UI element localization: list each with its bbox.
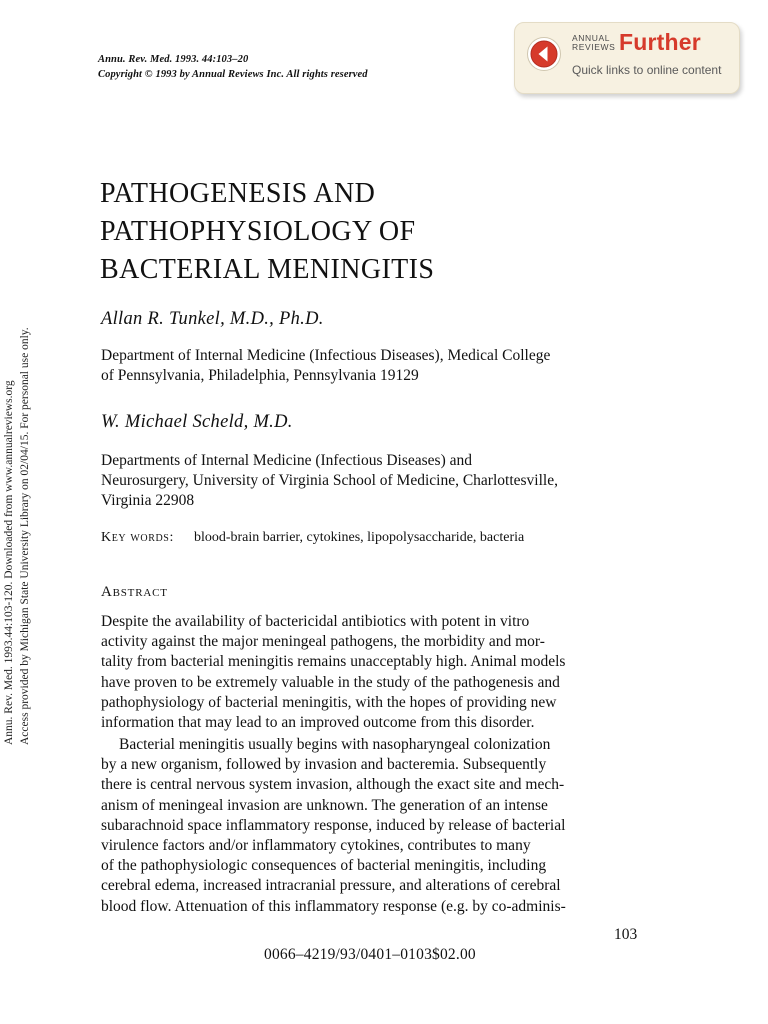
- further-tagline: Quick links to online content: [572, 63, 722, 77]
- article-code: 0066–4219/93/0401–0103$02.00: [264, 946, 476, 963]
- text-line: have proven to be extremely valuable in the study of the pathogenesis and: [101, 673, 560, 691]
- text-line: activity against the major meningeal pathogens, the morbidity and mor-: [101, 633, 545, 651]
- abstract-heading: Abstract: [101, 584, 168, 600]
- text-line: information that may lead to an improved outcome from this disorder.: [101, 714, 535, 732]
- keywords: [101, 530, 524, 546]
- title-line: PATHOPHYSIOLOGY OF: [100, 216, 416, 247]
- citation-line: Annu. Rev. Med. 1993. 44:103–20: [98, 54, 249, 65]
- text-line: Despite the availability of bactericidal antibiotics with potent in vitro: [101, 613, 530, 630]
- access-line: Access provided by Michigan State University Library on 02/04/15. For personal use only.: [19, 327, 31, 745]
- text-line: of the pathophysiologic consequences of bacterial meningitis, including: [101, 857, 547, 875]
- title-line: BACTERIAL MENINGITIS: [100, 254, 435, 285]
- affiliation-line: Neurosurgery, University of Virginia School of Medicine, Charlottesville,: [101, 472, 558, 489]
- text-line: blood flow. Attenuation of this inflammatory response (e.g. by co-adminis-: [101, 897, 566, 915]
- copyright-line: Copyright © 1993 by Annual Reviews Inc. All rights reserved: [98, 69, 368, 80]
- page-number: 103: [614, 926, 638, 943]
- journal-citation: [98, 52, 368, 82]
- author-affiliation: [101, 451, 558, 511]
- brand-annual-reviews: [572, 34, 615, 52]
- download-line: Annu. Rev. Med. 1993.44:103-120. Downloaded from www.annualreviews.org: [3, 380, 15, 745]
- download-watermark: [1, 255, 33, 745]
- text-line: by a new organism, followed by invasion and bacteremia. Subsequently: [101, 756, 547, 774]
- text-line: Bacterial meningitis usually begins with nasopharyngeal colonization: [119, 736, 551, 753]
- author-name: W. Michael Scheld, M.D.: [101, 412, 293, 432]
- affiliation-line: Virginia 22908: [101, 492, 195, 509]
- affiliation-line: Department of Internal Medicine (Infectious Diseases), Medical College: [101, 347, 551, 364]
- text-line: tality from bacterial meningitis remains unacceptably high. Animal models: [101, 653, 566, 671]
- abstract-paragraph: [101, 612, 643, 733]
- text-line: pathophysiology of bacterial meningitis, with the hopes of providing new: [101, 693, 557, 711]
- text-line: there is central nervous system invasion, although the exact site and mech-: [101, 776, 565, 794]
- text-line: subarachnoid space inflammatory response, induced by release of bacterial: [101, 816, 566, 834]
- affiliation-line: Departments of Internal Medicine (Infectious Diseases) and: [101, 452, 473, 469]
- keywords-text: blood-brain barrier, cytokines, lipopolysaccharide, bacteria: [193, 530, 525, 545]
- author-name: Allan R. Tunkel, M.D., Ph.D.: [101, 309, 324, 329]
- brand-line-reviews: REVIEWS: [572, 42, 616, 52]
- author-affiliation: [101, 346, 550, 386]
- title-line: PATHOGENESIS AND: [100, 178, 376, 209]
- brand-line-annual: ANNUAL: [572, 33, 611, 43]
- article-title: [100, 175, 434, 289]
- abstract-paragraph: [101, 735, 643, 917]
- text-line: virulence factors and/or inflammatory cytokines, contributes to many: [101, 837, 531, 855]
- further-links-badge[interactable]: [514, 22, 740, 94]
- back-arrow-circle-icon: [526, 36, 562, 72]
- text-line: anism of meningeal invasion are unknown. The generation of an intense: [101, 796, 548, 814]
- keywords-label: Key words:: [101, 530, 174, 545]
- text-line: cerebral edema, increased intracranial pressure, and alterations of cerebral: [101, 877, 561, 895]
- affiliation-line: of Pennsylvania, Philadelphia, Pennsylvania 19129: [101, 367, 419, 384]
- brand-further-word: Further: [619, 29, 701, 55]
